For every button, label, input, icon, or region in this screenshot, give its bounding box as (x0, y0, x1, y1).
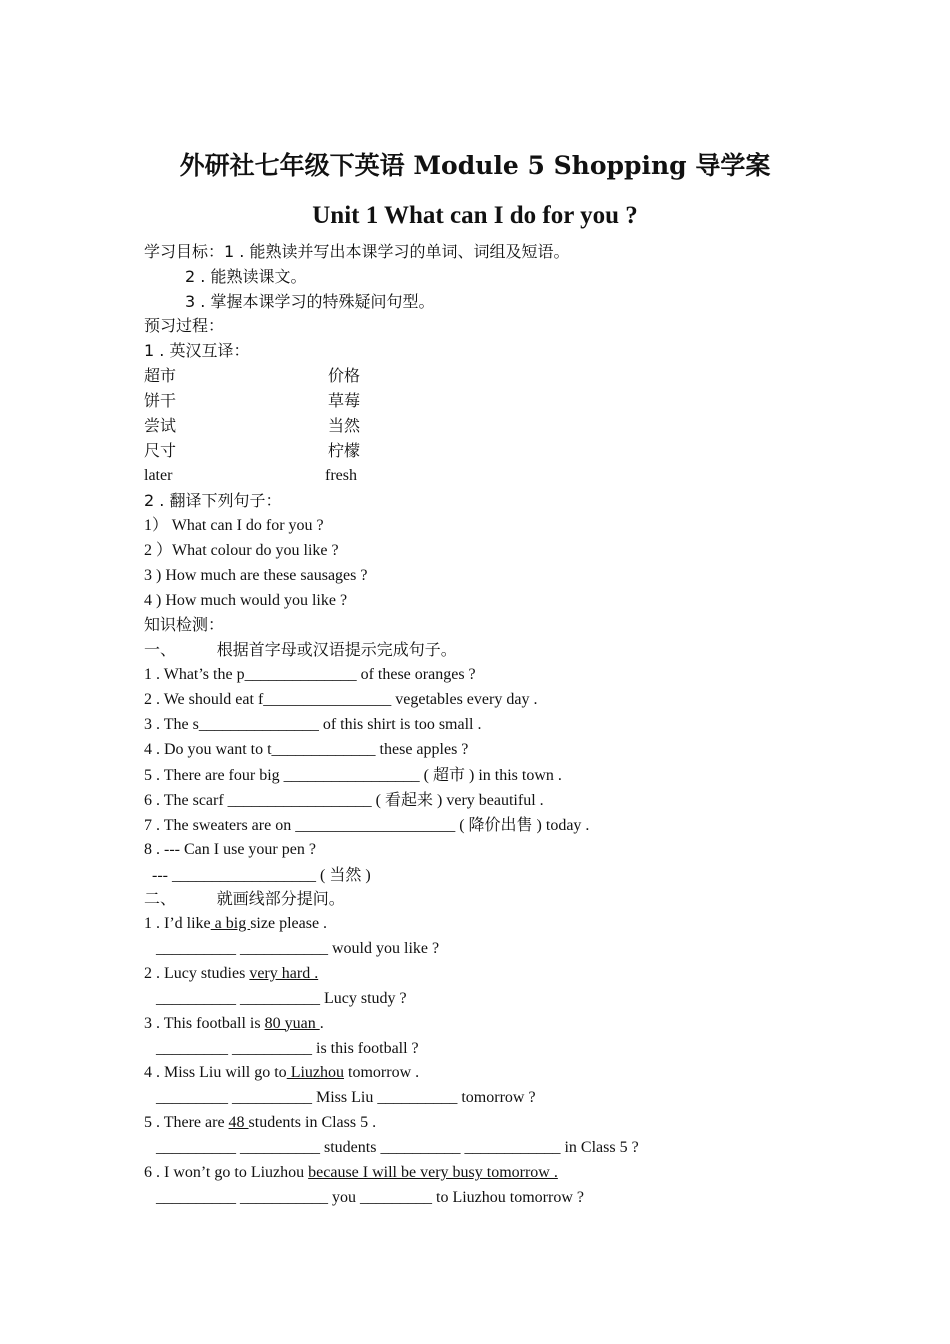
text-segment: __________ ___________ you _________ to Liuzhou tomorrow ? (144, 1188, 584, 1206)
text-segment: 1 . I’d like (144, 915, 211, 932)
question-item (144, 964, 318, 984)
text-segment: 3 . This football is (144, 1014, 265, 1032)
vocab-right: fresh (325, 467, 357, 484)
text-segment: _________ __________ Miss Liu __________ tomorrow ? (144, 1089, 536, 1107)
sentence-item: 2 ）What colour do you like ? (144, 542, 339, 559)
vocab-left: 尝试 (144, 416, 177, 435)
sentence-item: 3 ) How much are these sausages ? (144, 567, 368, 584)
text-segment: 5 . There are four big _________________ ( (144, 767, 433, 784)
title-cn2: 导学案 (695, 151, 771, 180)
text-segment: students in Class 5 . (248, 1114, 377, 1132)
chinese-hint: 降价出售 (468, 815, 533, 834)
question-item (144, 914, 327, 934)
vocab-right: 柠檬 (328, 441, 361, 460)
text-segment: 7 . The sweaters are on ____________________ ( (144, 817, 469, 834)
preview-label: 预习过程： (144, 316, 225, 335)
text-segment: __________ ___________ would you like ? (144, 939, 440, 957)
fill-in-item (144, 865, 371, 886)
fill-in-item (144, 840, 316, 860)
text-segment: 4 . Miss Liu will go to (144, 1064, 287, 1082)
text-segment: ) very beautiful . (433, 792, 544, 809)
question-item (144, 1063, 419, 1083)
vocab-right: 价格 (328, 366, 361, 385)
fill-in-item (144, 715, 481, 735)
question-item (144, 1113, 376, 1133)
question-item (144, 939, 439, 959)
text-segment: size please . (250, 915, 328, 932)
text-segment: 2 . We should eat f________________ vegetables every day . (144, 691, 538, 708)
text-segment: _________ __________ is this football ? (144, 1039, 419, 1057)
text-segment: --- __________________ ( (144, 867, 330, 884)
section-1-label: 1 . 英汉互译： (144, 341, 250, 360)
text-segment: . (319, 1014, 324, 1032)
section-2-label: 2 . 翻译下列句子： (144, 491, 282, 510)
text-segment: tomorrow . (344, 1064, 420, 1082)
underlined-part: a big (210, 915, 251, 932)
fill-in-item (144, 740, 468, 760)
text-segment: 1 . What’s the p______________ of these oranges ? (144, 666, 476, 683)
document-title (0, 150, 950, 182)
chinese-hint: 超市 (432, 765, 465, 784)
objective-item: 2 . 能熟读课文。 (185, 267, 307, 286)
text-segment: 3 . The s_______________ of this shirt is too small . (144, 716, 482, 733)
vocab-left: 超市 (144, 366, 177, 385)
vocab-left: 饼干 (144, 391, 177, 410)
chinese-hint: 当然 (329, 865, 362, 884)
fill-in-item (144, 690, 537, 710)
check-label: 知识检测： (144, 615, 225, 634)
text-segment: __________ __________ students __________ ____________ in Class 5 ? (144, 1139, 639, 1157)
part-2-label: 二、 就画线部分提问。 (144, 889, 345, 908)
question-item (144, 1188, 584, 1208)
unit-title: Unit 1 What can I do for you ? (312, 202, 638, 229)
sentence-item: 1） What can I do for you ? (144, 517, 324, 534)
title-en: Module 5 Shopping (413, 151, 687, 180)
text-segment: 8 . --- Can I use your pen ? (144, 841, 316, 858)
text-segment: 4 . Do you want to t_____________ these apples ? (144, 741, 469, 758)
text-segment: 5 . There are (144, 1114, 229, 1132)
chinese-hint: 看起来 (385, 790, 434, 809)
objectives-label: 学习目标：1 . 能熟读并写出本课学习的单词、词组及短语。 (144, 242, 570, 261)
question-item (144, 1014, 324, 1034)
vocab-right: 当然 (328, 416, 361, 435)
text-segment: ) in this town . (465, 767, 562, 784)
underlined-part: 48 (228, 1114, 249, 1132)
underlined-part: 80 yuan (264, 1014, 320, 1032)
vocab-right: 草莓 (328, 391, 361, 410)
text-segment: __________ __________ Lucy study ? (144, 989, 407, 1007)
fill-in-item (144, 815, 589, 836)
fill-in-item (144, 765, 562, 786)
text-segment: 2 . Lucy studies (144, 964, 250, 982)
fill-in-item (144, 665, 476, 685)
sentence-item: 4 ) How much would you like ? (144, 592, 348, 609)
question-item (144, 1138, 639, 1158)
question-item (144, 1163, 558, 1183)
question-item (144, 989, 407, 1009)
vocab-left: 尺寸 (144, 441, 177, 460)
question-item (144, 1039, 419, 1059)
underlined-part: Liuzhou (286, 1064, 345, 1082)
title-cn: 外研社七年级下英语 (179, 151, 405, 180)
vocab-left: later (144, 467, 173, 484)
underlined-part: very hard . (249, 964, 319, 982)
fill-in-item (144, 790, 544, 811)
part-1-label: 一、 根据首字母或汉语提示完成句子。 (144, 640, 457, 659)
text-segment: ) (361, 867, 371, 884)
text-segment: 6 . I won’t go to Liuzhou (144, 1164, 309, 1181)
text-segment: 6 . The scarf __________________ ( (144, 792, 385, 809)
text-segment: ) today . (532, 817, 590, 834)
question-item (144, 1088, 536, 1108)
underlined-part: because I will be very busy tomorrow . (308, 1164, 558, 1181)
objective-item: 3 . 掌握本课学习的特殊疑问句型。 (185, 292, 435, 311)
